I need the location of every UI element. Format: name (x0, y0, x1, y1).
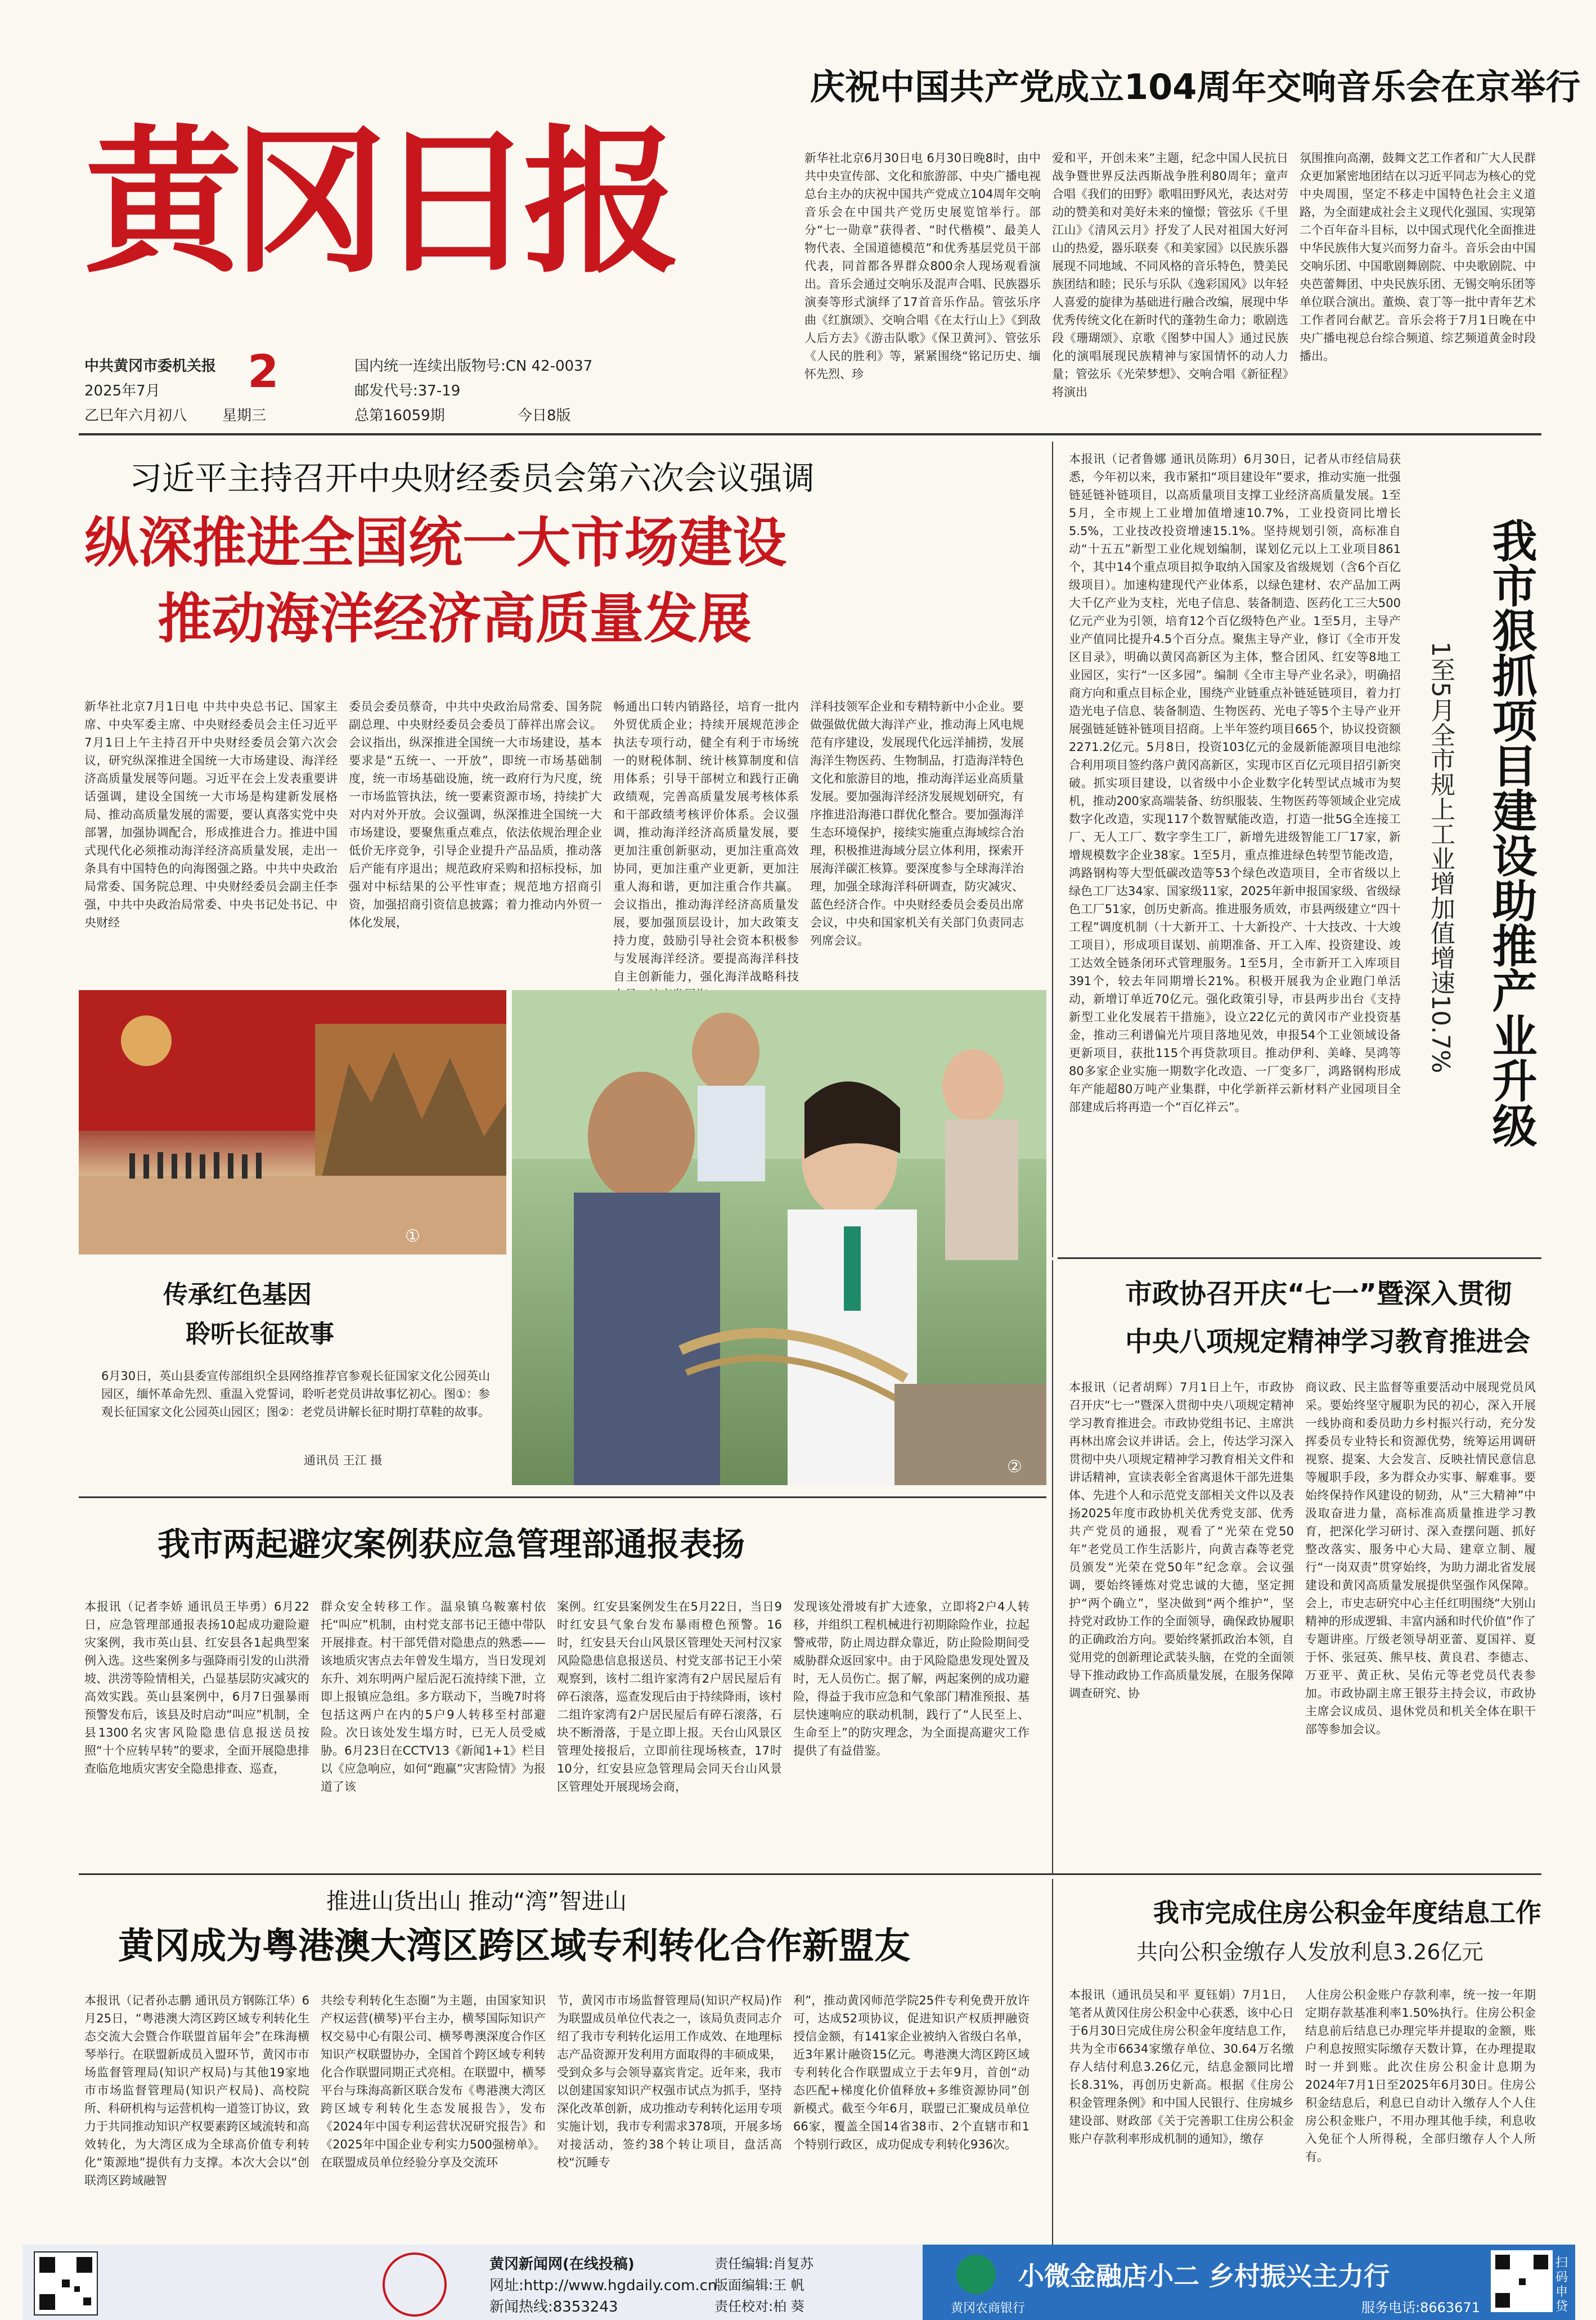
photo-label-2: ② (1007, 1457, 1022, 1477)
divider (79, 1873, 1541, 1875)
top-story-headline: 庆祝中国共产党成立104周年交响音乐会在京举行 (810, 66, 1581, 107)
cn-label: 国内统一连续出版物号:CN 42-0037 (354, 358, 593, 375)
scan-qr[interactable] (1491, 2250, 1553, 2312)
disaster-col1: 本报讯（记者李娇 通讯员王毕勇）6月22日，应急管理部通报表扬10起成功避险避灾案例，我市英山县、红安县各1起典型案例入选。这些案例多与强降雨引发的山洪滑坡、洪涝等险情相关，凸显基层防灾减灾的高效实践。英山县案例中，6月7日强暴雨预警发布后，该县及时启动“叫应”机制，全县1300名灾害风险隐患信息报送员按照“十个应转早转”的要求，全面开展隐患排查临危地质灾害安全隐患排查、巡查， (84, 1600, 309, 1775)
lead-headline-1: 纵深推进全国统一大市场建设 (84, 511, 786, 574)
lead-col3: 畅通出口转内销路径，培育一批内外贸优质企业；持续开展规范涉企执法专项行动，健全有利于市场统一的财税体制、统计核算制度和信用体系；引导干部树立和践行正确政绩观，完善高质量发展考核体系和干部政绩考核评价体系。会议强调，推动海洋经济高质量发展，要更加注重创新驱动，更加注重高效协同，更加注重产业更新，更加注重人海和谐，更加注重合作共赢。会议指出，推动海洋经济高质量发展，要加强顶层设计，加大政策支持力度，鼓励引导社会资本积极参与发展海洋经济。要提高海洋科技自主创新能力，强化海洋战略科技 (613, 700, 799, 983)
patent-col2: 共绘专利转化生态圈”为主题，由国家知识产权运营(横琴)平台主办，横琴国际知识产权交易中心有限公司、横琴粤澳深度合作区知识产权联盟协办，全国首个跨区域专利转化合作联盟同期正式亮相。在联盟中，横琴平台与珠海高新区联合发布《粤港澳大湾区跨区域专利转化生态发展报告》，发布《2024年中国专利运营状况研究报告》和《2025年中国企业专利实力500强榜单》。在联盟成员单位经验分享及交流环 (321, 1994, 546, 2169)
postal-label: 邮发代号:37-19 (354, 383, 461, 399)
right-story-subhead-vertical (1423, 641, 1457, 1260)
footer-qr-code[interactable] (34, 2251, 98, 2315)
disaster-col2: 群众安全转移工作。温泉镇乌鞍寨村依托“叫应”机制，由村党支部书记王德中带队开展排查。村干部凭借对隐患点的熟悉——该地质灾害点去年曾发生塌方，当日发现刘东升、刘东明两户屋后泥石流持续下泄，立即上报镇应急组。多方联动下，当晚7时将包括这两户在内的5户9人转移至村部避险。次日该处发生塌方时，已无人员受威胁。6月23日在CCTV13《新闻1+1》栏目以《应急响应，如何“跑赢”灾害险情》为报道了该 (321, 1600, 546, 1793)
exhibition-hall-illustration (79, 990, 506, 1255)
qr-code-icon (35, 2252, 97, 2314)
lead-col2: 委员会委员蔡奇，中共中央政治局常委、国务院副总理、中央财经委员会委员丁薛祥出席会议。会议指出，纵深推进全国统一大市场建设，基本要求是“五统一、一开放”，即统一市场基础制度，统一市场基础设施，统一政府行为尺度，统一市场监管执法，统一要素资源市场，持续扩大对内对外开放。会议强调，纵深推进全国统一大市场建设，要聚焦重点难点，依法依规治理企业低价无序竞争，引导企业提升产品品质，推动落后产能有序退出；规范政府采购和招标投标，加强对中标结果的公平性审查；规范地方招商引资，加强招商引资信息披露；着力推动内外贸一体化发展， (349, 700, 602, 929)
footer-website[interactable]: 网址:http://www.hgdaily.com.cn (489, 2277, 717, 2294)
divider (1058, 1257, 1541, 1259)
lunar-label: 乙巳年六月初八 (84, 407, 187, 424)
elder-storytelling-illustration (512, 990, 1046, 1485)
bank-phone: 服务电话:8663671 (1361, 2300, 1480, 2315)
photo-caption-block (79, 1260, 506, 1485)
right-story-subhead: 1至5月全市规上工业增加值增速10.7% (1426, 641, 1455, 1073)
lead-col1: 新华社北京7月1日电 中共中央总书记、国家主席、中央军委主席、中央财经委员会主任习近平7月1日上午主持召开中央财经委员会第六次会议，研究纵深推进全国统一大市场建设、海洋经济高质量发展等问题。习近平在会上发表重要讲话强调，建设全国统一大市场是构建新发展格局、推动高质量发展的需要，要认真落实党中央部署，加强协调配合，形成推进合力。推进中国式现代化必须推动海洋经济高质量发展，走出一条具有中国特色的向海图强之路。中共中央政治局常委、国务院总理、中央财经委员会副主任李强，中共中央政治局常委、中央书记处书记、中央财经 (84, 700, 338, 929)
footer-layout-editor: 版面编辑:王 帆 (714, 2277, 804, 2293)
weekday-label: 星期三 (222, 407, 267, 424)
disaster-col3: 案例。红安县案例发生在5月22日，当日9时红安县气象台发布暴雨橙色预警。16时，红安县天台山风景区管理处天河村汉家风险隐患信息报送员、村党支部书记王小荣观察到，该村二组许家湾有2户居民屋后有碎石滚落，巡查发现后由于持续降雨，该村二组许家湾有2户居民屋后有碎石滚落，石块不断滑落，于是立即上报。天台山风景区管理处接报后，立即前往现场核查，17时10分，红安县应急管理局会同天台山风景区管理处开展现场会商， (557, 1600, 782, 1793)
top-story-col2: 爱和平，开创未来”主题，纪念中国人民抗日战争暨世界反法西斯战争胜利80周年；童声合唱《我们的田野》歌唱田野风光，表达对劳动的赞美和对美好未来的憧憬；管弦乐《千里江山》《清风云月》抒发了人民对祖国大好河山的热爱，器乐联奏《和美家园》以民族乐器展现不同地域、不同风格的音乐特色，赞美民族团结和睦；民乐与乐队《逸彩国风》以年轻人喜爱的旋律为基础进行融合改编，展现中华优秀传统文化在新时代的蓬勃生命力；歌剧选段《珊瑚颂》、京歌《图梦中国人》通过民族化的演唱展现民族精神与家国情怀的动人力量；管弦乐《光荣梦想》、交响合唱《新征程》将演出 (1052, 151, 1288, 399)
total-issue-label: 总第16059期 (354, 407, 445, 424)
photo-title-2: 聆听长征故事 (186, 1320, 334, 1348)
patent-col3: 节，黄冈市市场监督管理局(知识产权局)作为联盟成员单位代表之一，该局负责同志介绍了我市专利转化运用工作成效、在地理标志产品资源开发利用方面取得的丰硕成果，受到众多与会领导嘉宾肯定。近年来，我市以创建国家知识产权强市试点为抓手，坚持深化改革创新，成功推动专利转化运用专项实施计划，我市专利需求378项，开展多场对接活动，签约38个转让项目，盘活高校“沉睡专 (557, 1994, 782, 2169)
cppcc-headline-1: 市政协召开庆“七一”暨深入贯彻 (1125, 1278, 1512, 1310)
date-label: 2025年7月 (84, 383, 160, 399)
patent-kicker: 推进山货出山 推动“湾”智进山 (326, 1889, 627, 1914)
scan-label: 扫码申贷 (1555, 2256, 1568, 2314)
photo-exhibition-hall (79, 990, 506, 1255)
fund-subhead: 共向公积金缴存人发放利息3.26亿元 (1136, 1940, 1483, 1964)
right-story-headline: 我市狠抓项目建设助推产业升级 (1485, 518, 1537, 1148)
right-story-headline-vertical (1474, 518, 1541, 1249)
photo-label-1: ① (405, 1226, 420, 1246)
right-story-body: 本报讯（记者鲁娜 通讯员陈玥）6月30日，记者从市经信局获悉，今年初以来，我市紧扣“项目建设年”要求，推动实施一批强链延链补链项目，以高质量项目支撑工业经济高质量发展。1至5月，全市规上工业增加值增速10.7%，工业投资同比增长5.5%，工业技改投资增速15.1%。坚持规划引领，高标准自动“十五五”新型工业化规划编制，谋划亿元以上工业项目861个，其中14个重点项目拟争取纳入国家及省级规划（含6个百亿级项目）。加速构建现代产业体系，以绿色建材、农产品加工两大千亿产业为支柱，光电子信息、装备制造、医药化工三大500亿元产业为引领，培育12个百亿级特色产业。1至5月，主导产业产值同比提升4.5个百分点。聚焦主导产业，修订《全市开发区目录》，明确以黄冈高新区为主体，整合团风、红安等8地工业园区，实行“一区多园”。编制《全市主导产业名录》，明确招商方向和重点目标企业，围绕产业链重点补链延链项目，着力打造光电子信息、装备制造、生物医药、光电子等5个主导产业开展强链延链补链项目招商。上半年签约项目665个，协议投资额2271.2亿元。5月8日，投资103亿元的金晟新能源项目电池综合利用项目签约落户黄冈高新区，实现市区百亿元项目招引新突破。抓实项目建设，以省级中小企业数字化转型试点城市为契机，推动200家高端装备、纺织服装、生物医药等领域企业完成数字化改造，实现117个数智赋能改造，打造一批5G全连接工厂、无人工厂、数字孪生工厂，新增先进级智能工厂17家，新增规模数字企业38家。1至5月，重点推进绿色转型节能改造，鸿路钢构等大型低碳改造等53个绿色改造项目，全市省级以上绿色工厂达34家、国家级11家，2025年新申报国家级、省级绿色工厂51家，创历史新高。推进服务质效，市县两级建立“四十工程”调度机制（十大新开工、十大新投产、十大技改、十大竣工项目），形成项目谋划、前期准备、开工入库、投资建设、竣工达效全链条闭环式管理服务。1至5月，全市新开工入库项目391个，较去年同期增长21%。积极开展我为企业跑门单活动，新增订单近70亿元。强化政策引导，市县两步出台《支持新型工业化发展若干措施》，设立22亿元的黄冈市产业投资基金，推动三利谱偏光片项目落地见效，申报54个工业领域设备更新项目，获批115个再贷款项目。推动伊利、美峰、昊鸿等80多家企业实施一期数字化改造、一厂变多厂，鸿路钢构形成年产能超80万吨产业集群，中化学新祥云新材料产业园项目全部建成后将再造一个“百亿祥云”。 (1069, 452, 1401, 1114)
photo-elder-straw-sandals (512, 990, 1046, 1485)
cppcc-headline-2: 中央八项规定精神学习教育推进会 (1125, 1326, 1531, 1357)
fund-col2: 人住房公积金账户存款利率，统一按一年期定期存款基准利率1.50%执行。住房公积金结息前后结息已办理完毕并提取的金额，账户利息按照实际缴存天数计算，在办理提取时一并到账。此次住房公积金计息期为2024年7月1日至2025年6月30日。住房公积金结息后，利息已自动计入缴存人个人住房公积金账户，不用办理其他手续，利息收入免征个人所得税，全部归缴存人个人所有。 (1305, 1988, 1536, 2164)
masthead-info (84, 345, 799, 428)
bank-logo-icon (956, 2255, 996, 2294)
col-divider (1052, 1260, 1053, 1873)
col-divider (1052, 1879, 1053, 2245)
disaster-headline: 我市两起避灾案例获应急管理部通报表扬 (158, 1525, 745, 1563)
photo-story (79, 990, 1046, 1485)
lead-headline-2: 推动海洋经济高质量发展 (158, 587, 752, 650)
footer-proofreader: 责任校对:柏 葵 (714, 2299, 804, 2314)
sponsor-label: 中共黄冈市委机关报 (84, 358, 217, 375)
cppcc-col2: 商议政、民主监督等重要活动中展现党员风采。要始终坚守履职为民的初心，深入开展一线协商和委员助力乡村振兴行动，充分发挥委员专业特长和资源优势，统筹运用调研视察、提案、大会发言、反映社情民意信息等履职手段，多为群众办实事、解难事。要始终保持作风建设的韧劲，从“三大精神”中汲取奋进力量，高标准高质量推进学习教育，把深化学习研讨、深入查摆问题、抓好整改落实、服务中心大局、建章立制、履行“一岗双责”贯穿始终，为助力湖北省发展建设和黄冈高质量发展提供坚强作风保障。会上，市史志研究中心主任红明围绕“大别山精神的形成逻辑、丰富内涵和时代价值”作了专题讲座。厅级老领导胡亚蕾、夏国祥、夏于怀、张冠英、熊早枝、黄良君、李德志、万亚平、黄正秋、吴佑元等老党员代表参加。市政协副主席王银芬主持会议，市政协主席会议成员、退休党员和机关全体在职干部等参加会议。 (1305, 1381, 1536, 1736)
patent-headline: 黄冈成为粤港澳大湾区跨区域专利转化合作新盟友 (118, 1926, 910, 1967)
footer-editor: 责任编辑:肖复苏 (714, 2256, 814, 2272)
issue-day: 2 (248, 345, 279, 398)
top-story-col1: 新华社北京6月30日电 6月30日晚8时，由中共中央宣传部、文化和旅游部、中央广播电视总台主办的庆祝中国共产党成立104周年交响音乐会在中国共产党历史展览馆举行。部分“七一勋章”获得者、“时代楷模”、最美人物代表、全国道德模范”和优秀基层党员干部代表，同首都各界群众800余人现场观看演出。音乐会通过交响乐及混声合唱、民族器乐演奏等形式演绎了17首音乐作品。管弦乐序曲《红旗颂》、交响合唱《在太行山上》《到敌人后方去》《游击队歌》《保卫黄河》、管弦乐《人民的胜利》等，紧紧围绕“铭记历史、缅怀先烈、珍 (804, 151, 1041, 381)
footer-hotline: 新闻热线:8353243 (489, 2299, 618, 2315)
footer-seal (383, 2252, 447, 2317)
divider (79, 1496, 1046, 1498)
cppcc-col1: 本报讯（记者胡辉）7月1日上午，市政协召开庆“七一”暨深入贯彻中央八项规定精神学习教育推进会。市政协党组书记、主席洪再林出席会议并讲话。会上，传达学习深入贯彻中央八项规定精神学习教育相关文件和讲话精神，宣读表彰全省离退休干部先进集体、先进个人和示范党支部相关文件以及表扬2025年度市政协机关优秀党支部、优秀共产党员的通报，观看了“光荣在党50年”老党员工作生活影片，向黄吉森等老党员颁发“光荣在党50年”纪念章。会议强调，要始终锤炼对党忠诚的大德，坚定拥护“两个确立”，坚决做到“两个维护”，坚持党对政协工作的全面领导，确保政协履职的正确政治方向。要始终紧抓政治本领，自觉用党的创新理论武装头脑，在党的全面领导下推动政协工作高质量发展，在服务保障调查研究、协 (1069, 1381, 1294, 1700)
masthead-title: 黄冈日报 (84, 110, 669, 295)
top-story-col3: 氛围推向高潮，鼓舞文艺工作者和广大人民群众更加紧密地团结在以习近平同志为核心的党中央周围，坚定不移走中国特色社会主义道路，为全面建成社会主义现代化强国、实现第二个百年奋斗目标，以中国式现代化全面推进中华民族伟大复兴而努力奋斗。音乐会由中国交响乐团、中国歌剧舞剧院、中央歌剧院、中央芭蕾舞团、中央民族乐团、无锡交响乐团等单位联合演出。董焕、袁丁等一批中青年艺术工作者同台献艺。音乐会将于7月1日晚在中央广播电视总台综合频道、综艺频道黄金时段播出。 (1300, 151, 1536, 363)
lead-kicker: 习近平主持召开中央财经委员会第六次会议强调 (129, 459, 815, 497)
ad-slogan: 小微金融店小二 乡村振兴主力行 (1018, 2261, 1390, 2291)
footer-ad-banner (923, 2245, 1575, 2320)
col-divider (1052, 442, 1053, 1257)
fund-headline: 我市完成住房公积金年度结息工作 (1153, 1898, 1541, 1928)
masthead (0, 0, 788, 428)
lead-col4: 洋科技领军企业和专精特新中小企业。要做强做优做大海洋产业，推动海上风电规范有序建设，发展现代化远洋捕捞，发展海洋生物医药、生物制品，打造海洋特色文化和旅游目的地，推动海洋运业高质量发展。要加强海洋经济发展规划研究，有序推进沿海港口群优化整合。要加强海洋生态环境保护，接续实施重点海域综合治理，积极推进海域分层立体利用，探索开展海洋碳汇核算。要深度参与全球海洋治理，加强全球海洋科研调查，防灾减灾、蓝色经济合作。中央财经委员会委员出席会议，中央和国家机关有关部门负责同志列席会议。 (810, 700, 1024, 947)
photo-credit: 通讯员 王江 摄 (304, 1454, 383, 1467)
photo-title-1: 传承红色基因 (163, 1280, 312, 1309)
bank-name: 黄冈农商银行 (951, 2301, 1026, 2315)
scan-qr-icon (1491, 2250, 1553, 2312)
disaster-col4: 发现该处滑坡有扩大迹象，立即将2户4人转移，并组织工程机械进行初期除险作业，拉起警戒带，防止周边群众靠近，防止险险期间受威胁群众返回家中。由于风险隐患发现处置及时，无人员伤亡。据了解，两起案例的成功避险，得益于我市应急和气象部门精准预报、基层快速响应的联动机制，践行了“人民至上、生命至上”的防灾理念，为全面提高避灾工作提供了有益借鉴。 (793, 1600, 1029, 1757)
patent-col4: 利”，推动黄冈师范学院25件专利免费开放许可，达成52项协议，促进知识产权质押融资授信金额，有141家企业被纳入省级白名单，近3年累计融资15亿元。粤港澳大湾区跨区域专利转化合作联盟成立于去年9月，首创“动态匹配+梯度化价值释放+多维资源协同”创新模式。截至今年6月，联盟已汇聚成员单位66家，覆盖全国14省38市、2个直辖市和1个特别行政区，成功促成专利转化936次。 (793, 1994, 1029, 2151)
divider (79, 433, 1541, 435)
photo-caption: 6月30日，英山县委宣传部组织全县网络推荐官参观长征国家文化公园英山园区，缅怀革命先烈、重温入党誓词，聆听老党员讲故事忆初心。图①：参观长征国家文化公园英山园区；图②：老党员讲解长征时期打草鞋的故事。 (101, 1369, 491, 1419)
footer (23, 2245, 1575, 2320)
footer-site-name: 黄冈新闻网(在线投稿) (489, 2256, 635, 2273)
fund-col1: 本报讯（通讯员吴和平 夏钰娟）7月1日，笔者从黄冈住房公积金中心获悉，该中心日于6月30日完成住房公积金年度结息工作，共为全市6634家缴存单位、30.64万名缴存人结付利息3.26亿元，结息金额同比增长8.31%，再创历史新高。根据《住房公积金管理条例》和中国人民银行、住房城乡建设部、财政部《关于完善职工住房公积金账户存款利率形成机制的通知》，缴存 (1069, 1988, 1294, 2146)
patent-col1: 本报讯（记者孙志鹏 通讯员方钢陈江华）6月25日，“粤港澳大湾区跨区域专利转化生态交流大会暨合作联盟首届年会”在珠海横琴举行。在联盟新成员入盟环节，黄冈市市场监督管理局(知识产权局)与其他19家地市市场监督管理局(知识产权局)、高校院所、科研机构与运营机构一道签订协议，致力于共同推动知识产权要素跨区域流转和高效转化，为大湾区成为全球高价值专利转化“策源地”提供有力支撑。本次大会以“创联湾区跨域融智 (84, 1994, 309, 2187)
pages-label: 今日8版 (518, 407, 571, 424)
